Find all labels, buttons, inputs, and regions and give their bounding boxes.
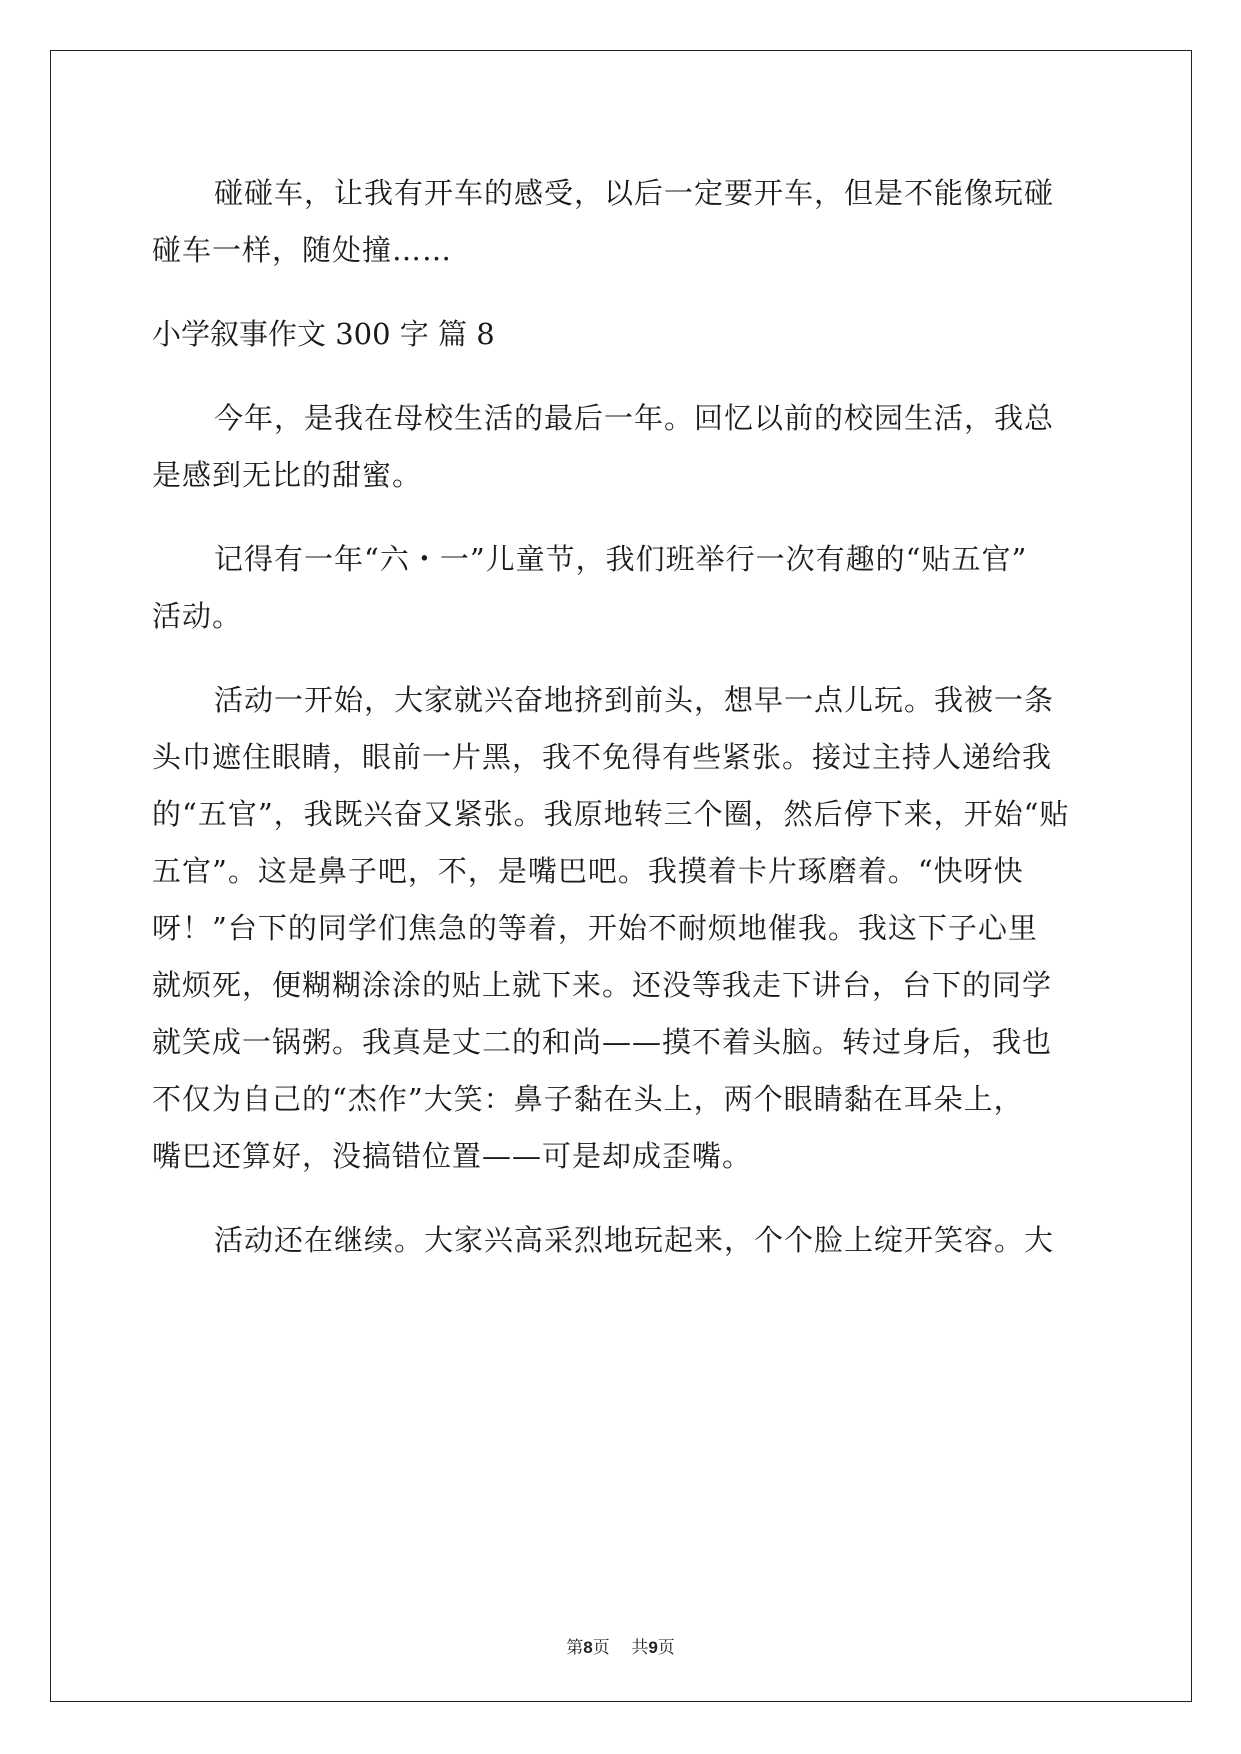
paragraph-line: 碰车一样，随处撞…… [152, 233, 453, 267]
paragraph-line: 不仅为自己的“杰作”大笑：鼻子黏在头上，两个眼睛黏在耳朵上， [152, 1082, 1024, 1116]
paragraph-line: 活动。 [152, 599, 243, 633]
paragraph-line: 活动还在继续。大家兴高采烈地玩起来，个个脸上绽开笑容。大 [214, 1223, 1055, 1257]
paragraph-2 [152, 531, 1102, 645]
paragraph-1 [152, 390, 1102, 504]
paragraph-4 [152, 1212, 1102, 1269]
total-pages: 9 [648, 1638, 658, 1657]
paragraph-line: 活动一开始，大家就兴奋地挤到前头，想早一点儿玩。我被一条 [214, 683, 1055, 717]
page-number: 8 [583, 1638, 593, 1657]
paragraph-line: 就笑成一锅粥。我真是丈二的和尚——摸不着头脑。转过身后，我也 [152, 1025, 1053, 1059]
total-label-suffix: 页 [657, 1638, 675, 1658]
section-title: 小学叙事作文 300 字 篇 8 [152, 317, 495, 351]
paragraph-line: 头巾遮住眼睛，眼前一片黑，我不免得有些紧张。接过主持人递给我 [152, 740, 1053, 774]
paragraph-line: 呀！”台下的同学们焦急的等着，开始不耐烦地催我。我这下子心里 [152, 911, 1038, 945]
intro-paragraph [152, 165, 1102, 279]
paragraph-line: 记得有一年“六・一”儿童节，我们班举行一次有趣的“贴五官” [214, 542, 1028, 576]
paragraph-line: 五官”。这是鼻子吧，不，是嘴巴吧。我摸着卡片琢磨着。“快呀快 [152, 854, 1024, 888]
paragraph-line: 就烦死，便糊糊涂涂的贴上就下来。还没等我走下讲台，台下的同学 [152, 968, 1053, 1002]
page-footer [0, 1633, 1241, 1658]
paragraph-3 [152, 672, 1102, 1185]
page-label-suffix: 页 [592, 1638, 610, 1658]
paragraph-line: 碰碰车，让我有开车的感受，以后一定要开车，但是不能像玩碰 [214, 176, 1055, 210]
document-body [152, 165, 1102, 1269]
total-label-prefix: 共 [631, 1638, 649, 1658]
paragraph-line: 的“五官”，我既兴奋又紧张。我原地转三个圈，然后停下来，开始“贴 [152, 797, 1070, 831]
paragraph-line: 嘴巴还算好，没搞错位置——可是却成歪嘴。 [152, 1139, 753, 1173]
page-label-prefix: 第 [566, 1638, 584, 1658]
paragraph-line: 今年，是我在母校生活的最后一年。回忆以前的校园生活，我总 [214, 401, 1055, 435]
paragraph-line: 是感到无比的甜蜜。 [152, 458, 423, 492]
